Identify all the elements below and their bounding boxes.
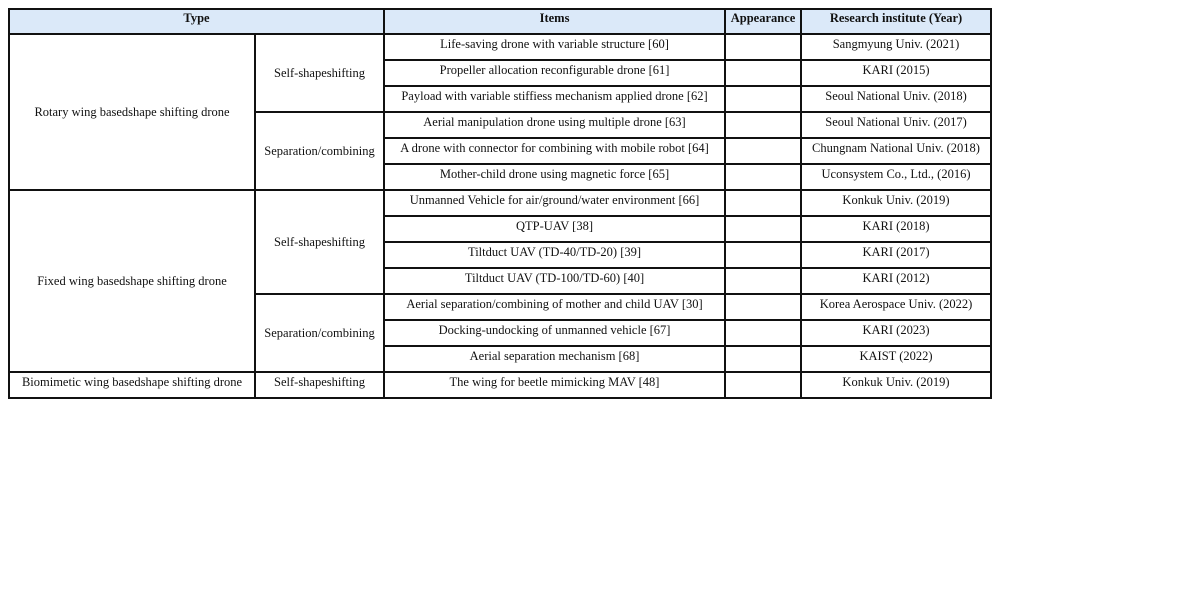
item-cell: Aerial manipulation drone using multiple drone [63] [384,112,725,138]
item-cell: Unmanned Vehicle for air/ground/water environment [66] [384,190,725,216]
item-cell: Mother-child drone using magnetic force [65] [384,164,725,190]
appearance-cell [725,164,801,190]
header-appearance: Appearance [725,9,801,34]
appearance-cell [725,86,801,112]
type-biomimetic-wing: Biomimetic wing basedshape shifting drone [9,372,255,398]
subtype-rotary-self-shapeshifting: Self-shapeshifting [255,34,384,112]
institute-cell: KARI (2023) [801,320,991,346]
appearance-cell [725,372,801,398]
item-cell: A drone with connector for combining with mobile robot [64] [384,138,725,164]
institute-cell: Uconsystem Co., Ltd., (2016) [801,164,991,190]
appearance-cell [725,320,801,346]
institute-cell: Konkuk Univ. (2019) [801,190,991,216]
type-rotary-wing: Rotary wing basedshape shifting drone [9,34,255,190]
item-cell: QTP-UAV [38] [384,216,725,242]
type-fixed-wing: Fixed wing basedshape shifting drone [9,190,255,372]
appearance-cell [725,346,801,372]
appearance-cell [725,294,801,320]
header-type: Type [9,9,384,34]
item-cell: Payload with variable stiffiess mechanism applied drone [62] [384,86,725,112]
institute-cell: KARI (2015) [801,60,991,86]
institute-cell: Seoul National Univ. (2018) [801,86,991,112]
subtype-rotary-separation-combining: Separation/combining [255,112,384,190]
subtype-biomimetic-self-shapeshifting: Self-shapeshifting [255,372,384,398]
item-cell: The wing for beetle mimicking MAV [48] [384,372,725,398]
appearance-cell [725,60,801,86]
subtype-fixed-self-shapeshifting: Self-shapeshifting [255,190,384,294]
appearance-cell [725,112,801,138]
item-cell: Aerial separation/combining of mother and child UAV [30] [384,294,725,320]
appearance-cell [725,242,801,268]
institute-cell: Konkuk Univ. (2019) [801,372,991,398]
drone-classification-table [8,8,992,399]
item-cell: Aerial separation mechanism [68] [384,346,725,372]
drone-classification-table-wrapper [8,8,992,399]
institute-cell: Seoul National Univ. (2017) [801,112,991,138]
header-institute: Research institute (Year) [801,9,991,34]
item-cell: Propeller allocation reconfigurable drone [61] [384,60,725,86]
institute-cell: KARI (2012) [801,268,991,294]
subtype-fixed-separation-combining: Separation/combining [255,294,384,372]
item-cell: Tiltduct UAV (TD-40/TD-20) [39] [384,242,725,268]
header-row [9,9,991,34]
appearance-cell [725,216,801,242]
table-row [9,34,991,60]
institute-cell: Chungnam National Univ. (2018) [801,138,991,164]
appearance-cell [725,190,801,216]
item-cell: Docking-undocking of unmanned vehicle [67] [384,320,725,346]
institute-cell: KAIST (2022) [801,346,991,372]
appearance-cell [725,138,801,164]
institute-cell: KARI (2018) [801,216,991,242]
appearance-cell [725,268,801,294]
appearance-cell [725,34,801,60]
institute-cell: KARI (2017) [801,242,991,268]
institute-cell: Korea Aerospace Univ. (2022) [801,294,991,320]
table-row [9,190,991,216]
table-row [9,372,991,398]
item-cell: Tiltduct UAV (TD-100/TD-60) [40] [384,268,725,294]
item-cell: Life-saving drone with variable structure [60] [384,34,725,60]
header-items: Items [384,9,725,34]
institute-cell: Sangmyung Univ. (2021) [801,34,991,60]
